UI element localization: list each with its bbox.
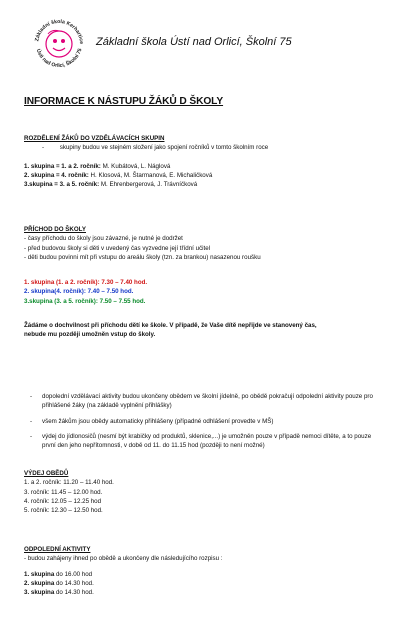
list-item: - všem žákům jsou obědy automaticky přihlášeny (případné odhlášení provedte v MŠ)	[30, 417, 274, 425]
school-logo-icon	[30, 14, 88, 72]
dash: -	[42, 144, 45, 152]
group-row: 2. skupina = 4. ročník: H. Klosová, M. Štarmanová, E. Michaličková	[24, 171, 213, 179]
section-vydej	[24, 469, 384, 515]
section-title: ROZDĚLENÍ ŽÁKŮ DO VZDĚLÁVACÍCH SKUPIN	[24, 135, 165, 142]
warning-line: nebude mu později umožněn vstup do školy.	[24, 331, 156, 339]
group-row: 1. skupina = 1. a 2. ročník: M. Kubátová, L. Náglová	[24, 162, 171, 170]
arrival-time-group-1: 1. skupina (1. a 2. ročník): 7.30 – 7.40 hod.	[24, 279, 148, 287]
info-line: - děti budou povinni mít při vstupu do areálu školy (tzn. za brankou) nasazenou roušku	[24, 253, 261, 261]
svg-text:Základní škola Kerhartice	[34, 19, 84, 44]
logo-text-top: Základní škola Kerhartice	[34, 18, 85, 45]
page-title: INFORMACE K NÁSTUPU ŽÁKŮ D ŠKOLY	[24, 96, 224, 107]
lunch-time-line: 3. ročník: 11.45 – 12.00 hod.	[24, 488, 103, 496]
section-title: VÝDEJ OBĚDŮ	[24, 470, 69, 477]
warning-line: Žádáme o dochvilnost při příchodu dětí ke škole. V případě, že Vaše dítě nepřijde ve stanovený čas,	[24, 322, 317, 330]
section-title: PŘÍCHOD DO ŠKOLY	[24, 226, 86, 233]
logo-text-bottom: Ústí nad Orlicí, Školní 75	[34, 47, 84, 70]
lunch-time-line: 5. ročník: 12.30 – 12.50 hod.	[24, 507, 103, 515]
list-item: - výdej do jídlonosičů (nesmí být krabičky od produktů, sklenice,...) je umožněn pouze v případě nemoci dítěte, a to pouze první den jeho nepřítomnosti, v době od 11. do 11.15 hod (později to není možné)	[30, 432, 372, 450]
activity-line: 3. skupina do 14.30 hod.	[24, 589, 94, 597]
section-prichod	[24, 225, 384, 340]
lunch-time-line: 4. ročník: 12.05 – 12.25 hod	[24, 497, 102, 505]
info-line: - časy příchodu do školy jsou závazné, je nutné je dodržet	[24, 235, 183, 243]
section-odpoledni	[24, 545, 384, 597]
intro-line	[24, 143, 384, 152]
school-name: Základní škola Ústí nad Orlicí, Školní 75	[96, 36, 292, 48]
group-row: 3.skupina = 3. a 5. ročník: M. Ehrenbergerová, J. Trávníčková	[24, 181, 198, 189]
arrival-time-group-2: 2. skupina(4. ročník): 7.40 – 7.50 hod.	[24, 288, 134, 296]
intro-line: - budou zahájeny ihned po obědě a ukončeny dle následujícího rozpisu :	[24, 555, 223, 563]
intro-text: skupiny budou ve stejném složení jako spojení ročníků v tomto školním roce	[59, 144, 269, 152]
info-line: - před budovou školy si děti v uvedený čas vyzvedne její třídní učitel	[24, 244, 211, 252]
list-item: - dopolední vzdělávací aktivity budou ukončeny obědem ve školní jídelně, po obědě pokračují odpolední aktivity pouze pro přihlášené žáky (na základě vyplnění přihlášky)	[30, 393, 373, 410]
arrival-time-group-3: 3.skupina (3. a 5. ročník): 7.50 – 7.55 hod.	[24, 297, 146, 305]
section-bullets	[30, 392, 390, 456]
activity-line: 1. skupina do 16.00 hod	[24, 570, 93, 578]
section-title: ODPOLEDNÍ AKTIVITY	[24, 546, 91, 553]
activity-line: 2. skupina do 14.30 hod.	[24, 579, 94, 587]
section-rozdeleni	[24, 134, 384, 189]
lunch-time-line: 1. a 2. ročník: 11.20 – 11.40 hod.	[24, 479, 114, 487]
